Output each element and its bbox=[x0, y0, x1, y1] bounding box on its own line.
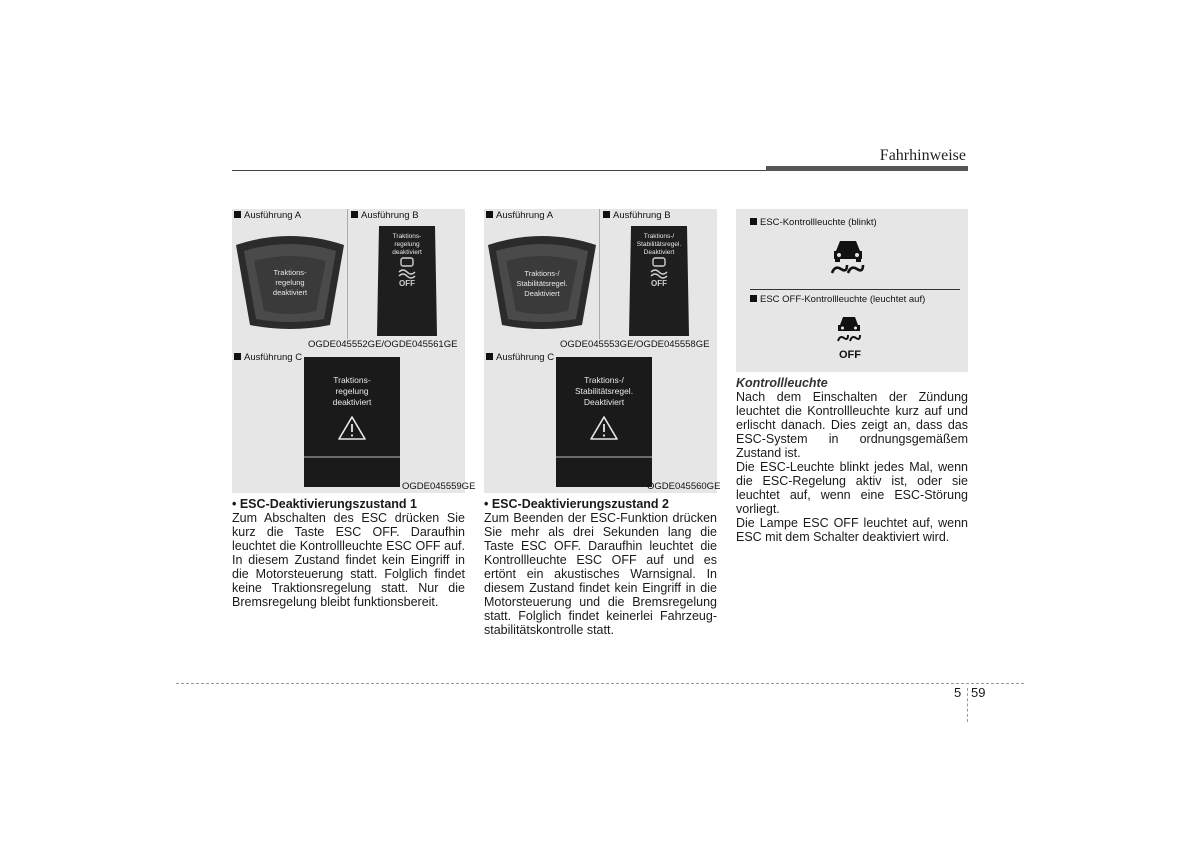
figure-left bbox=[232, 209, 476, 493]
display-c-line-1: Traktions-/ bbox=[584, 375, 624, 385]
section-heading-kontrollleuchte: Kontrollleuchte bbox=[736, 376, 828, 390]
display-b-off: OFF bbox=[651, 279, 667, 288]
esc-warning-icon bbox=[826, 233, 870, 281]
display-b-line-1: Traktions-/ bbox=[643, 233, 675, 240]
figure-label-b: Ausführung B bbox=[603, 210, 671, 221]
figure-label-b: Ausführung B bbox=[351, 210, 419, 221]
figure-label-esc: ESC-Kontrollleuchte (blinkt) bbox=[750, 217, 877, 228]
figure-label-esc-off: ESC OFF-Kontrollleuchte (leuchtet auf) bbox=[750, 294, 925, 305]
header-bar bbox=[766, 166, 968, 171]
display-c-line-2: regelung bbox=[335, 386, 369, 396]
section-text-3b: Die ESC-Leuchte blinkt jedes Mal, wenn die ESC-Regelung aktiv ist, oder sie leuchtet auf, wenn eine ESC-Störung vorliegt. bbox=[736, 460, 968, 516]
display-a-line-2: regelung bbox=[275, 278, 305, 287]
display-b-line-3: Deaktiviert bbox=[643, 249, 675, 256]
cluster-display-a bbox=[234, 233, 346, 329]
figure-label-c: Ausführung C bbox=[234, 352, 302, 363]
figure-code-bottom: OGDE045559GE bbox=[402, 481, 476, 492]
figure-code-bottom: OGDE045560GE bbox=[647, 481, 721, 492]
display-c-line-2: Stabilitätsregel. bbox=[574, 386, 634, 396]
figure-label-a: Ausführung A bbox=[234, 210, 301, 221]
cluster-display-a bbox=[486, 233, 598, 329]
section-text-3c: Die Lampe ESC OFF leuchtet auf, wenn ESC mit dem Schalter deaktiviert wird. bbox=[736, 516, 968, 544]
cluster-display-c bbox=[304, 357, 400, 487]
section-heading-1: • ESC-Deaktivierungszustand 1 bbox=[232, 497, 417, 511]
footer-rule bbox=[176, 683, 1024, 684]
column-2 bbox=[484, 497, 717, 637]
display-b-line-1: Traktions- bbox=[392, 233, 422, 240]
section-text-2: Zum Beenden der ESC-Funktion drücken Sie mehr als drei Sekunden lang die Taste ESC OFF. Daraufhin leuchtet die Kontrollleuchte ESC OFF auf und es ertönt ein akustisches Warnsignal. In diesem Zustand findet kein Eingriff in die Motorsteuerung und die Bremsregelung statt. Folglich findet keinerlei Fahrzeugstabilitätskontrolle statt. bbox=[484, 511, 717, 637]
display-a-line-1: Traktions-/ bbox=[524, 269, 560, 278]
display-b-line-3: deaktiviert bbox=[392, 249, 422, 256]
figure-right bbox=[736, 209, 968, 372]
display-c-line-3: Deaktiviert bbox=[583, 397, 625, 407]
display-a-line-2: Stabilitätsregel. bbox=[516, 279, 568, 288]
cluster-display-b bbox=[375, 224, 439, 338]
page-number: 59 bbox=[971, 685, 986, 700]
column-1 bbox=[232, 497, 465, 609]
figure-code-top: OGDE045552GE/OGDE045561GE bbox=[308, 339, 458, 350]
cluster-display-c bbox=[556, 357, 652, 487]
display-a-line-3: deaktiviert bbox=[272, 288, 308, 297]
page-header-title: Fahrhinweise bbox=[879, 147, 966, 164]
figure-divider bbox=[347, 209, 348, 339]
figure-middle bbox=[484, 209, 721, 493]
figure-label-a: Ausführung A bbox=[486, 210, 553, 221]
esc-off-label: OFF bbox=[839, 349, 861, 361]
figure-divider bbox=[599, 209, 600, 339]
display-b-off: OFF bbox=[399, 279, 415, 288]
chapter-number: 5 bbox=[954, 685, 962, 700]
section-heading-2: • ESC-Deaktivierungszustand 2 bbox=[484, 497, 669, 511]
display-c-line-1: Traktions- bbox=[333, 375, 371, 385]
figure-right-divider bbox=[750, 289, 960, 290]
display-a-line-3: Deaktiviert bbox=[524, 289, 560, 298]
display-a-line-1: Traktions- bbox=[273, 268, 307, 277]
section-text-3a: Nach dem Einschalten der Zündung leuchtet die Kontrollleuchte kurz auf und erlischt danach. Dies zeigt an, dass das ESC-System in ordnungsgemäßem Zustand ist. bbox=[736, 390, 968, 460]
cluster-display-b bbox=[627, 224, 691, 338]
column-3 bbox=[736, 376, 968, 544]
esc-off-warning-icon bbox=[834, 313, 864, 347]
display-c-line-3: deaktiviert bbox=[332, 397, 372, 407]
footer-divider bbox=[967, 688, 968, 722]
section-text-1: Zum Abschalten des ESC drücken Sie kurz die Taste ESC OFF. Daraufhin leuchtet die Kontrollleuchte ESC OFF auf. In diesem Zustand findet kein Eingriff in die Motorsteuerung statt. Folglich findet keine Traktionsregelung statt. Nur die Bremsregelung bleibt funktionsbereit. bbox=[232, 511, 465, 609]
display-b-line-2: Stabilitätsregel. bbox=[636, 241, 682, 248]
figure-label-c: Ausführung C bbox=[486, 352, 554, 363]
figure-code-top: OGDE045553GE/OGDE045558GE bbox=[560, 339, 710, 350]
display-b-line-2: regelung bbox=[394, 241, 420, 248]
